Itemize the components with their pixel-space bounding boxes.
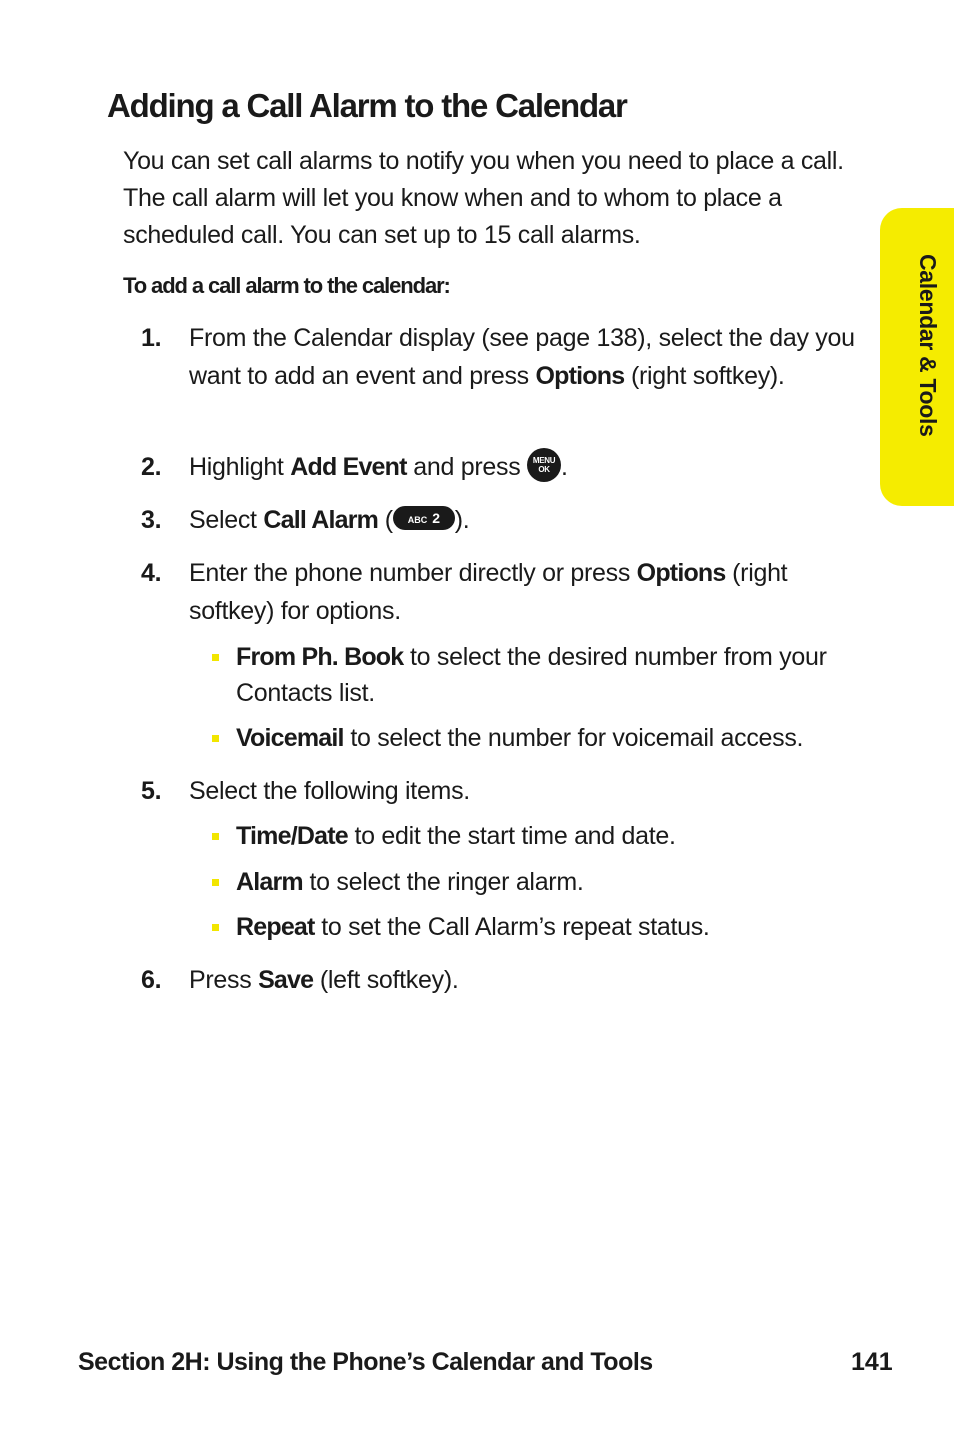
step-1 — [141, 319, 861, 395]
list-item: Time/Date to edit the start time and date. — [212, 818, 862, 854]
step-6 — [141, 961, 861, 999]
step-3 — [141, 501, 861, 539]
step-number: 1. — [141, 324, 162, 352]
bullet-square-icon — [212, 924, 219, 931]
step-2 — [141, 448, 861, 486]
step-text: Select the following items. — [189, 777, 470, 805]
step-number: 2. — [141, 453, 162, 481]
bullet-square-icon — [212, 879, 219, 886]
list-item: Voicemail to select the number for voicemail access. — [212, 720, 862, 756]
menu-ok-key-icon: MENU OK — [527, 448, 561, 482]
page-title: Adding a Call Alarm to the Calendar — [107, 87, 627, 124]
list-item: Alarm to select the ringer alarm. — [212, 864, 862, 900]
page-number: 141 — [851, 1348, 893, 1376]
step-5 — [141, 772, 861, 810]
list-item: From Ph. Book to select the desired number from your Contacts list. — [212, 639, 862, 711]
section-side-tab-label: Calendar & Tools — [915, 254, 941, 437]
step-4 — [141, 554, 861, 630]
bullet-square-icon — [212, 833, 219, 840]
abc-2-key-icon: ABC 2 — [393, 506, 455, 530]
step-number: 6. — [141, 966, 162, 994]
intro-paragraph: You can set call alarms to notify you when you need to place a call. The call alarm will let you know when and to whom to place a scheduled call. You can set up to 15 call alarms. — [123, 147, 844, 249]
bullet-square-icon — [212, 735, 219, 742]
footer-section-title: Section 2H: Using the Phone’s Calendar and Tools — [78, 1348, 653, 1376]
step-text: From the Calendar display (see page 138), select the day you want to add an event and press Options (right softkey). — [189, 324, 855, 390]
procedure-heading: To add a call alarm to the calendar: — [123, 273, 450, 298]
list-item: Repeat to set the Call Alarm’s repeat status. — [212, 909, 862, 945]
step-number: 3. — [141, 506, 162, 534]
step-text: Enter the phone number directly or press Options (right softkey) for options. — [189, 559, 788, 625]
step-number: 4. — [141, 559, 162, 587]
step-number: 5. — [141, 777, 162, 805]
step-text: Highlight Add Event and press MENU OK . — [189, 448, 861, 486]
step-text: Select Call Alarm ( ABC 2 ). — [189, 506, 470, 534]
bullet-square-icon — [212, 654, 219, 661]
step-text: Press Save (left softkey). — [189, 966, 459, 994]
